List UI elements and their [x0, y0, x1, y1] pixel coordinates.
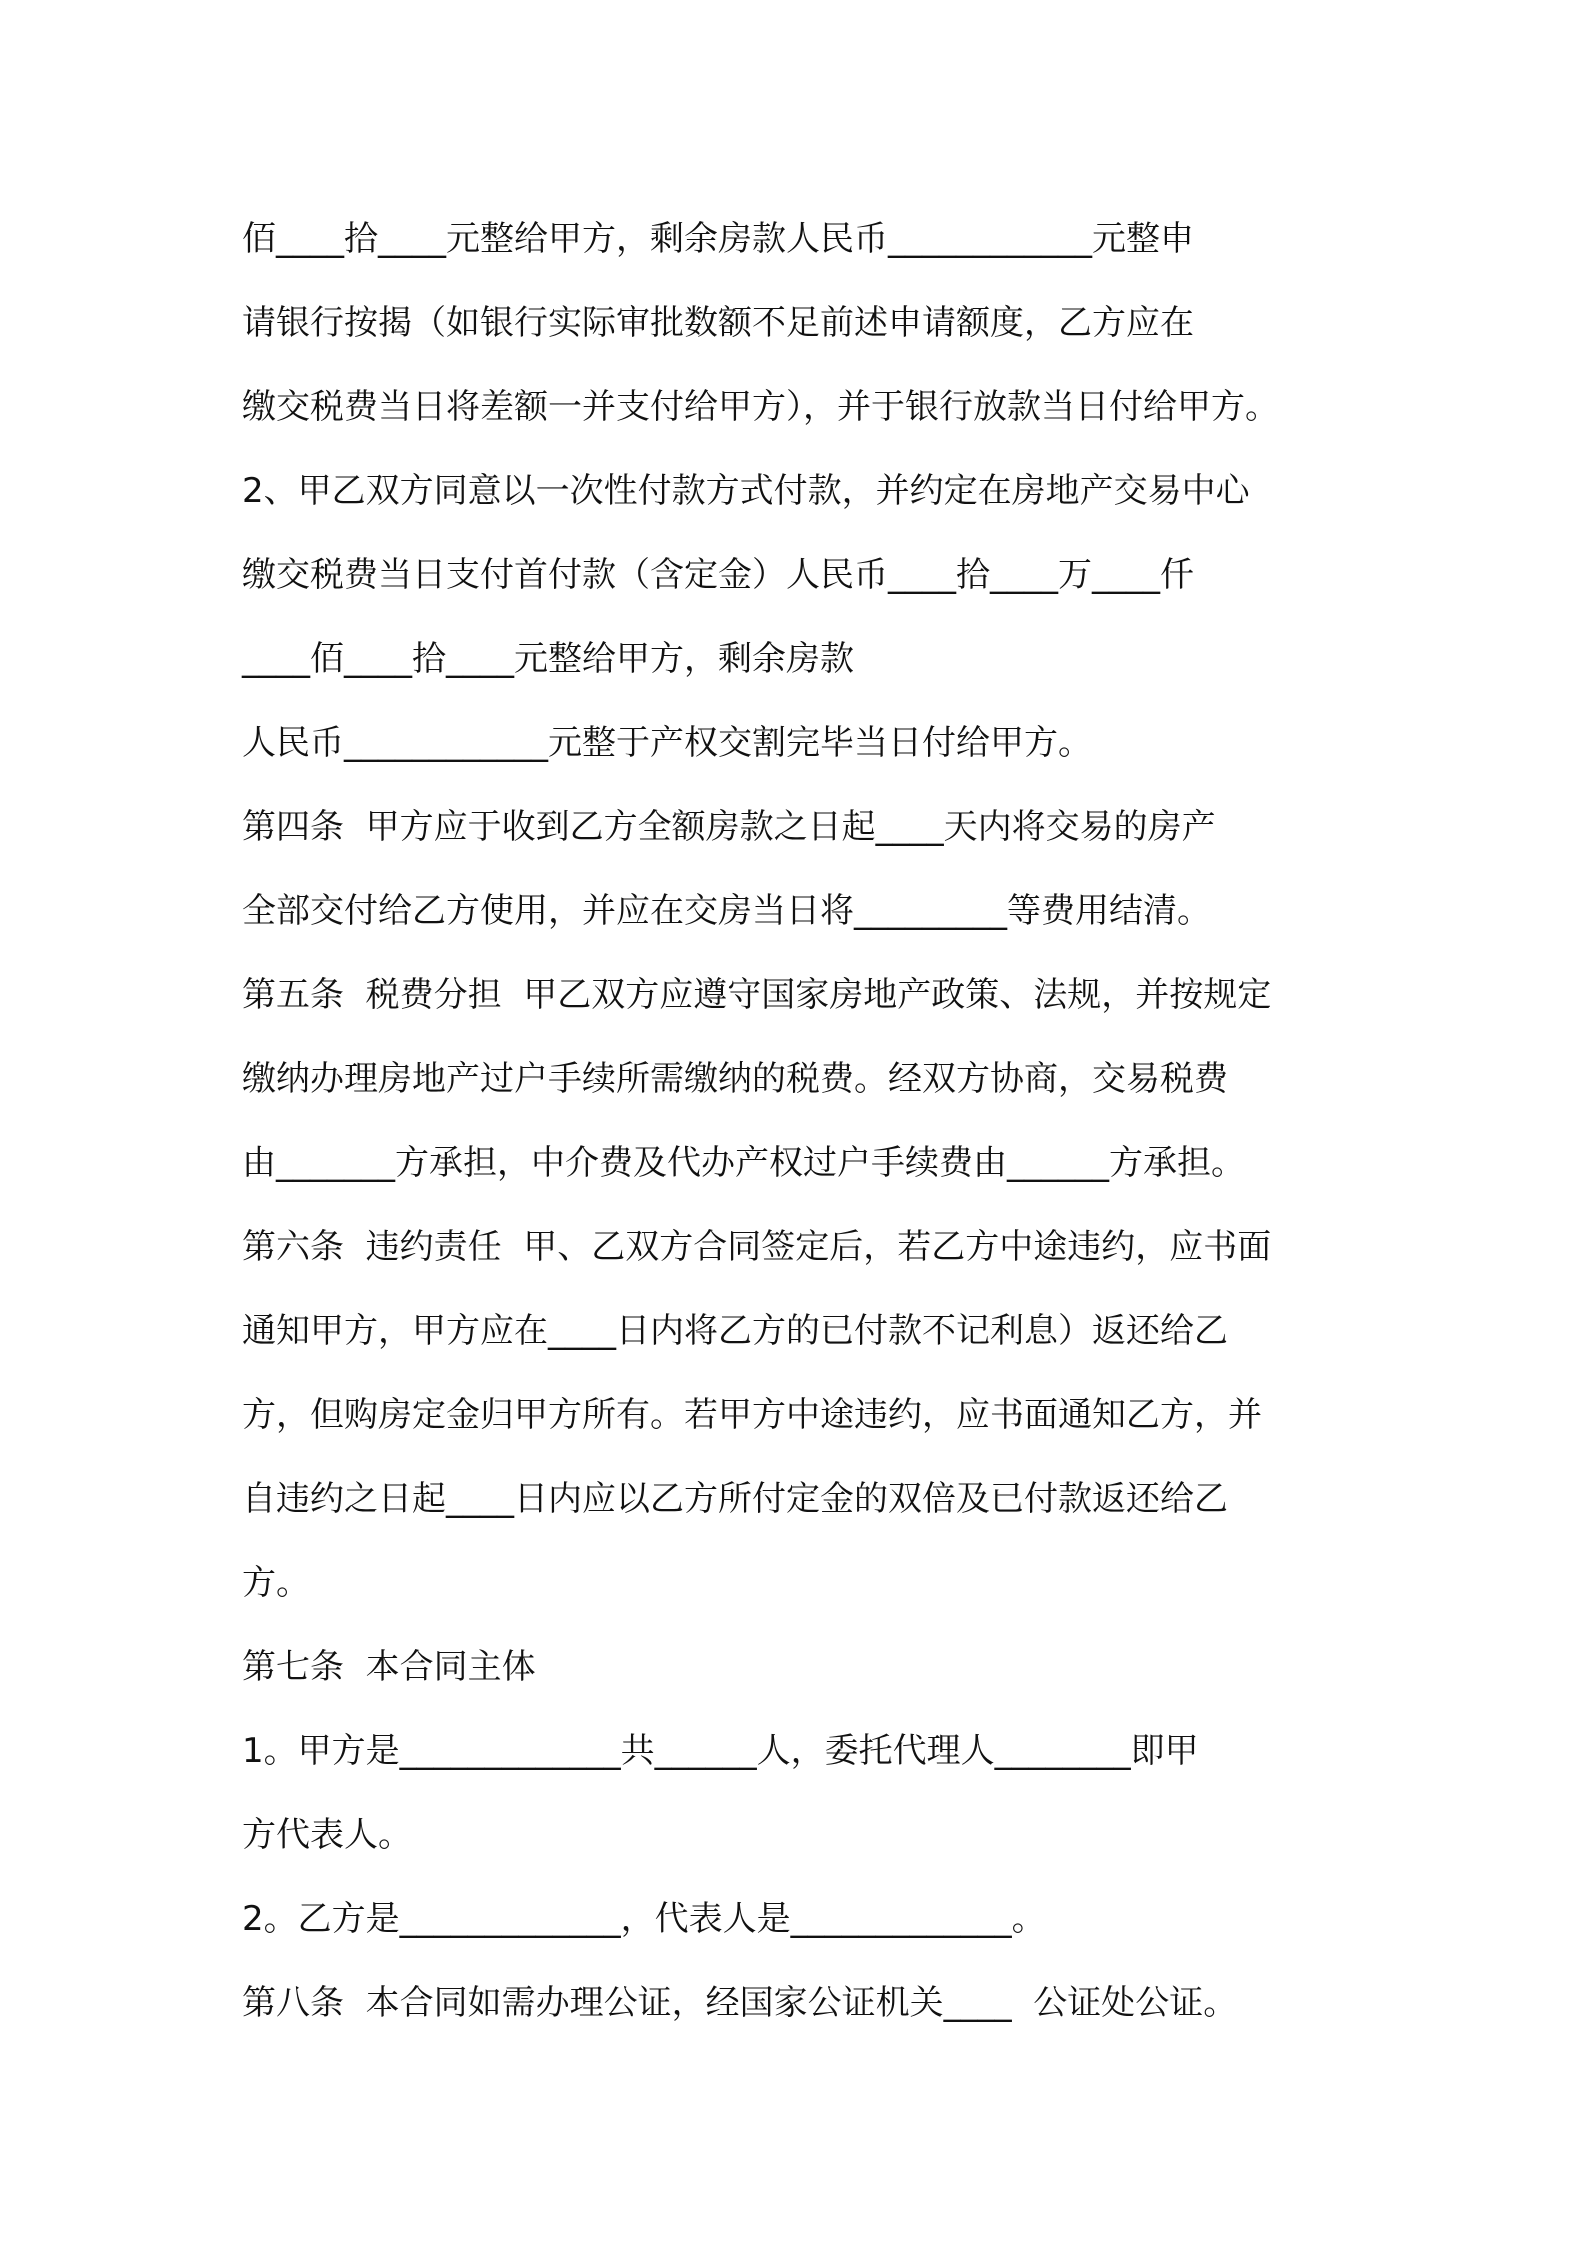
text-line-1: 佰____拾____元整给甲方，剩余房款人民币____________元整申 [242, 219, 1194, 259]
article-4-line-2: 全部交付给乙方使用，并应在交房当日将_________等费用结清。 [242, 891, 1211, 931]
text-line-7: 人民币____________元整于产权交割完毕当日付给甲方。 [242, 723, 1092, 763]
article-7-heading: 第七条 本合同主体 [242, 1647, 536, 1687]
article-6-line-4: 自违约之日起____日内应以乙方所付定金的双倍及已付款返还给乙 [242, 1479, 1228, 1519]
article-6-line-2: 通知甲方，甲方应在____日内将乙方的已付款不记利息）返还给乙 [242, 1311, 1228, 1351]
text-line-5: 缴交税费当日支付首付款（含定金）人民币____拾____万____仟 [242, 555, 1194, 595]
article-7-item-1-line-1: 1。甲方是_____________共______人，委托代理人________即甲 [242, 1731, 1199, 1771]
article-8-line: 第八条 本合同如需办理公证，经国家公证机关____ 公证处公证。 [242, 1983, 1238, 2023]
article-7-item-2: 2。乙方是_____________，代表人是_____________。 [242, 1899, 1046, 1939]
article-5-line-3: 由_______方承担，中介费及代办产权过户手续费由______方承担。 [242, 1143, 1245, 1183]
contract-text [242, 197, 1382, 2045]
text-line-2: 请银行按揭（如银行实际审批数额不足前述申请额度，乙方应在 [242, 303, 1194, 343]
article-7-item-1-line-2: 方代表人。 [242, 1815, 412, 1855]
text-line-6: ____佰____拾____元整给甲方，剩余房款 [242, 639, 854, 679]
text-line-4: 2、甲乙双方同意以一次性付款方式付款，并约定在房地产交易中心 [242, 471, 1250, 511]
article-6-line-5: 方。 [242, 1563, 310, 1603]
article-4-line-1: 第四条 甲方应于收到乙方全额房款之日起____天内将交易的房产 [242, 807, 1216, 847]
article-6-line-3: 方，但购房定金归甲方所有。若甲方中途违约，应书面通知乙方，并 [242, 1395, 1262, 1435]
article-5-line-2: 缴纳办理房地产过户手续所需缴纳的税费。经双方协商，交易税费 [242, 1059, 1228, 1099]
article-6-line-1: 第六条 违约责任 甲、乙双方合同签定后，若乙方中途违约，应书面 [242, 1227, 1272, 1267]
text-line-3: 缴交税费当日将差额一并支付给甲方），并于银行放款当日付给甲方。 [242, 387, 1279, 427]
article-5-line-1: 第五条 税费分担 甲乙双方应遵守国家房地产政策、法规，并按规定 [242, 975, 1272, 1015]
